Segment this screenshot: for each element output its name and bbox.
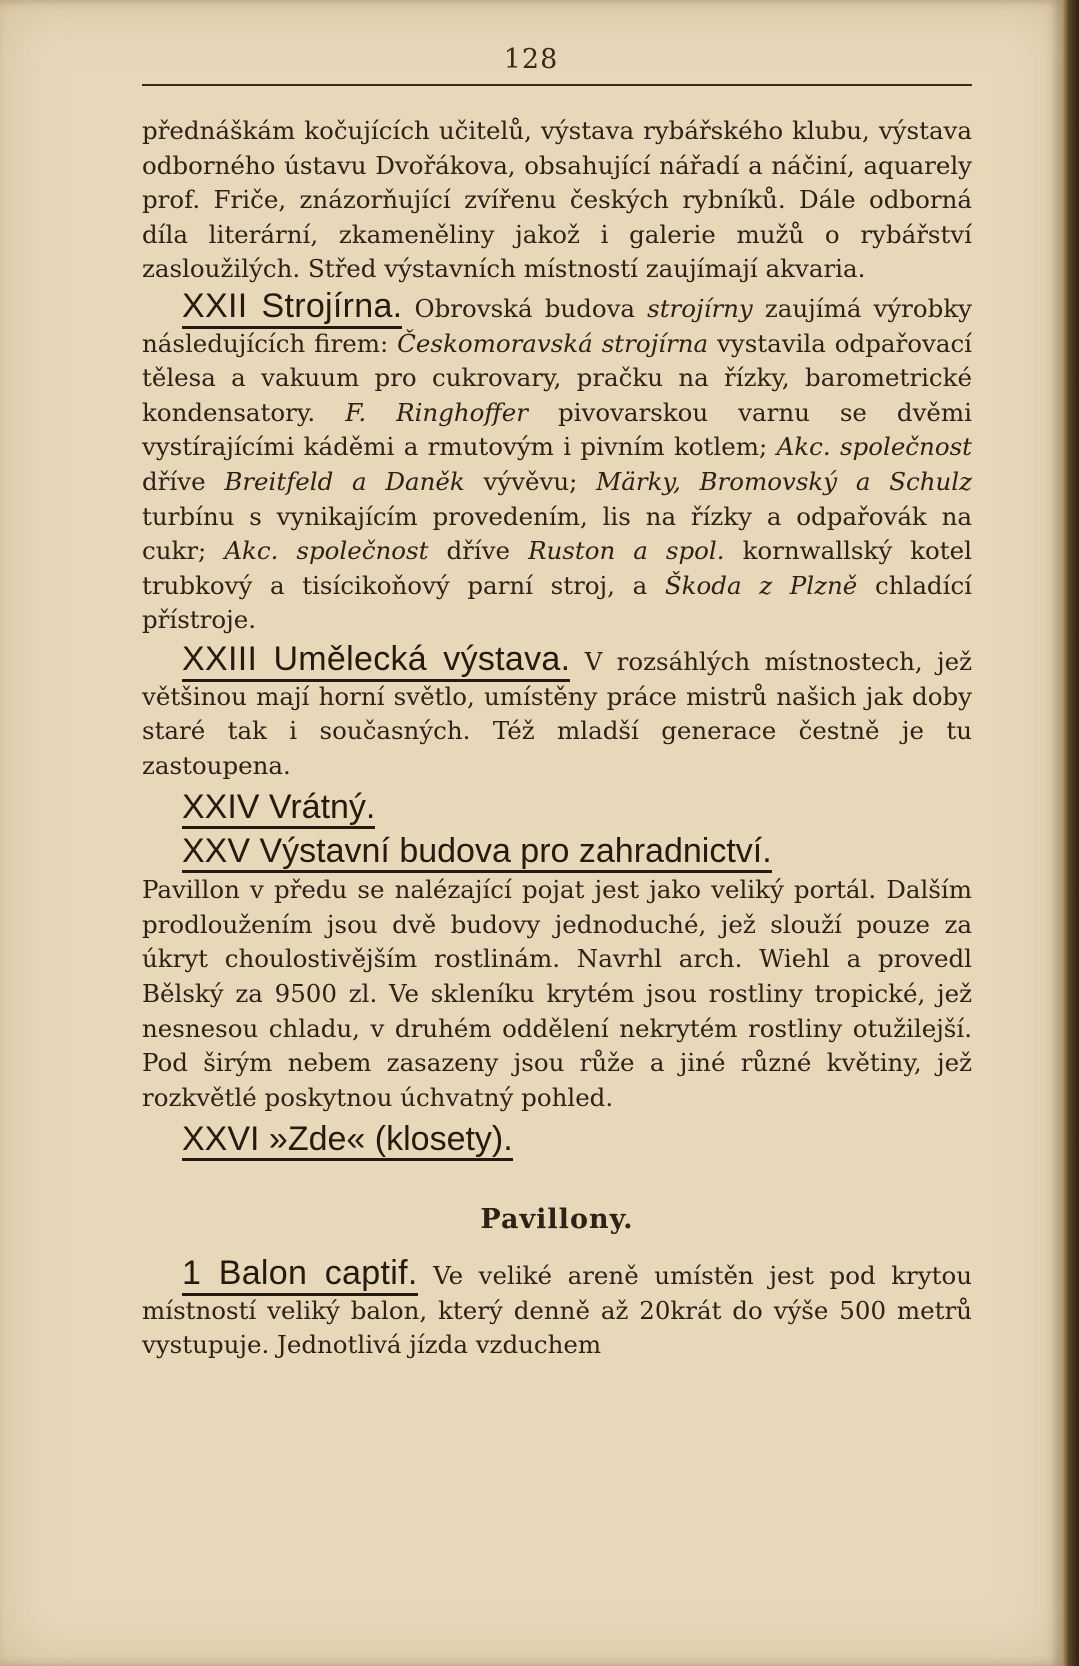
book-spine-edge xyxy=(1062,0,1079,1666)
header-rule xyxy=(142,84,972,86)
section-26-heading: XXVI »Zde« (klosety). xyxy=(182,1120,513,1161)
section-24-heading: XXIV Vrátný. xyxy=(182,788,375,829)
pavillon-1-text: Ve veliké areně umístěn jest pod krytou místností veliký balon, který denně až 20krát do výše 500 metrů vystupuje. Jednotlivá jízda vzduchem xyxy=(142,1261,972,1360)
pavillony-title: Pavillony. xyxy=(480,1204,634,1236)
section-26 xyxy=(182,1119,972,1159)
section-24 xyxy=(182,787,972,827)
page-text xyxy=(142,114,972,1363)
section-23 xyxy=(142,639,973,783)
section-23-heading: XXIII Umělecká výstava. xyxy=(182,640,570,682)
section-22: XXII Strojírna. Obrovská budova strojírny zaujímá výrobky následujících firem: Českomoravská strojírna vystavila odpařovací tělesa a vakuum pro cukrovary, pračku na řízky, barometrické kondensatory. F. Ringhoffer pivovarskou varnu se dvěmi vystírajícími káděmi a rmutovým i pivním kotlem; Akc. společnost dříve Breitfeld a Daněk vývěvu; Märky, Bromovský a Schulz turbínu s vynikajícím provedením, lis na řízky a odpařovák na cukr; Akc. společnost dříve Ruston a spol. kornwallský kotel trubkový a tisícikoňový parní stroj, a Škoda z Plzně chladící přístroje. xyxy=(142,286,973,635)
section-22-heading: XXII Strojírna. xyxy=(182,287,402,329)
section-25 xyxy=(182,831,972,871)
pavillon-1-heading: 1 Balon captif. xyxy=(182,1254,418,1296)
section-25-text: Pavillon v předu se nalézající pojat jest jako veliký portál. Dalším prodloužením jsou dvě budovy jednoduché, jež slouží pouze za úkryt choulostivějším rostlinám. Navrhl arch. Wiehl a provedl Bělský za 9500 zl. Ve skleníku krytém jsou rostliny tropické, jež nesnesou chladu, v druhém oddělení nekrytém rostliny otužilejší. Pod širým nebem zasazeny jsou růže a jiné různé květiny, jež rozkvětlé poskytnou úchvatný pohled. xyxy=(142,875,972,1112)
section-23-text: V rozsáhlých místnostech, jež většinou mají horní světlo, umístěny práce mistrů našich jak doby staré tak i současných. Též mladší generace čestně je tu zastoupena. xyxy=(142,646,973,780)
page-number: 128 xyxy=(503,44,559,75)
pavillon-1 xyxy=(142,1256,972,1363)
intro-paragraph: přednáškám kočujících učitelů, výstava rybářského klubu, výstava odborného ústavu Dvořákova, obsahující nářadí a náčiní, aquarely prof. Friče, znázorňující zvířenu českých rybníků. Dále odborná díla literární, zkameněliny jakož i galerie mužů o rybářství zasloužilých. Střed výstavních místností zaujímají akvaria. xyxy=(142,116,972,284)
section-25-heading: XXV Výstavní budova pro zahradnictví. xyxy=(182,832,772,873)
